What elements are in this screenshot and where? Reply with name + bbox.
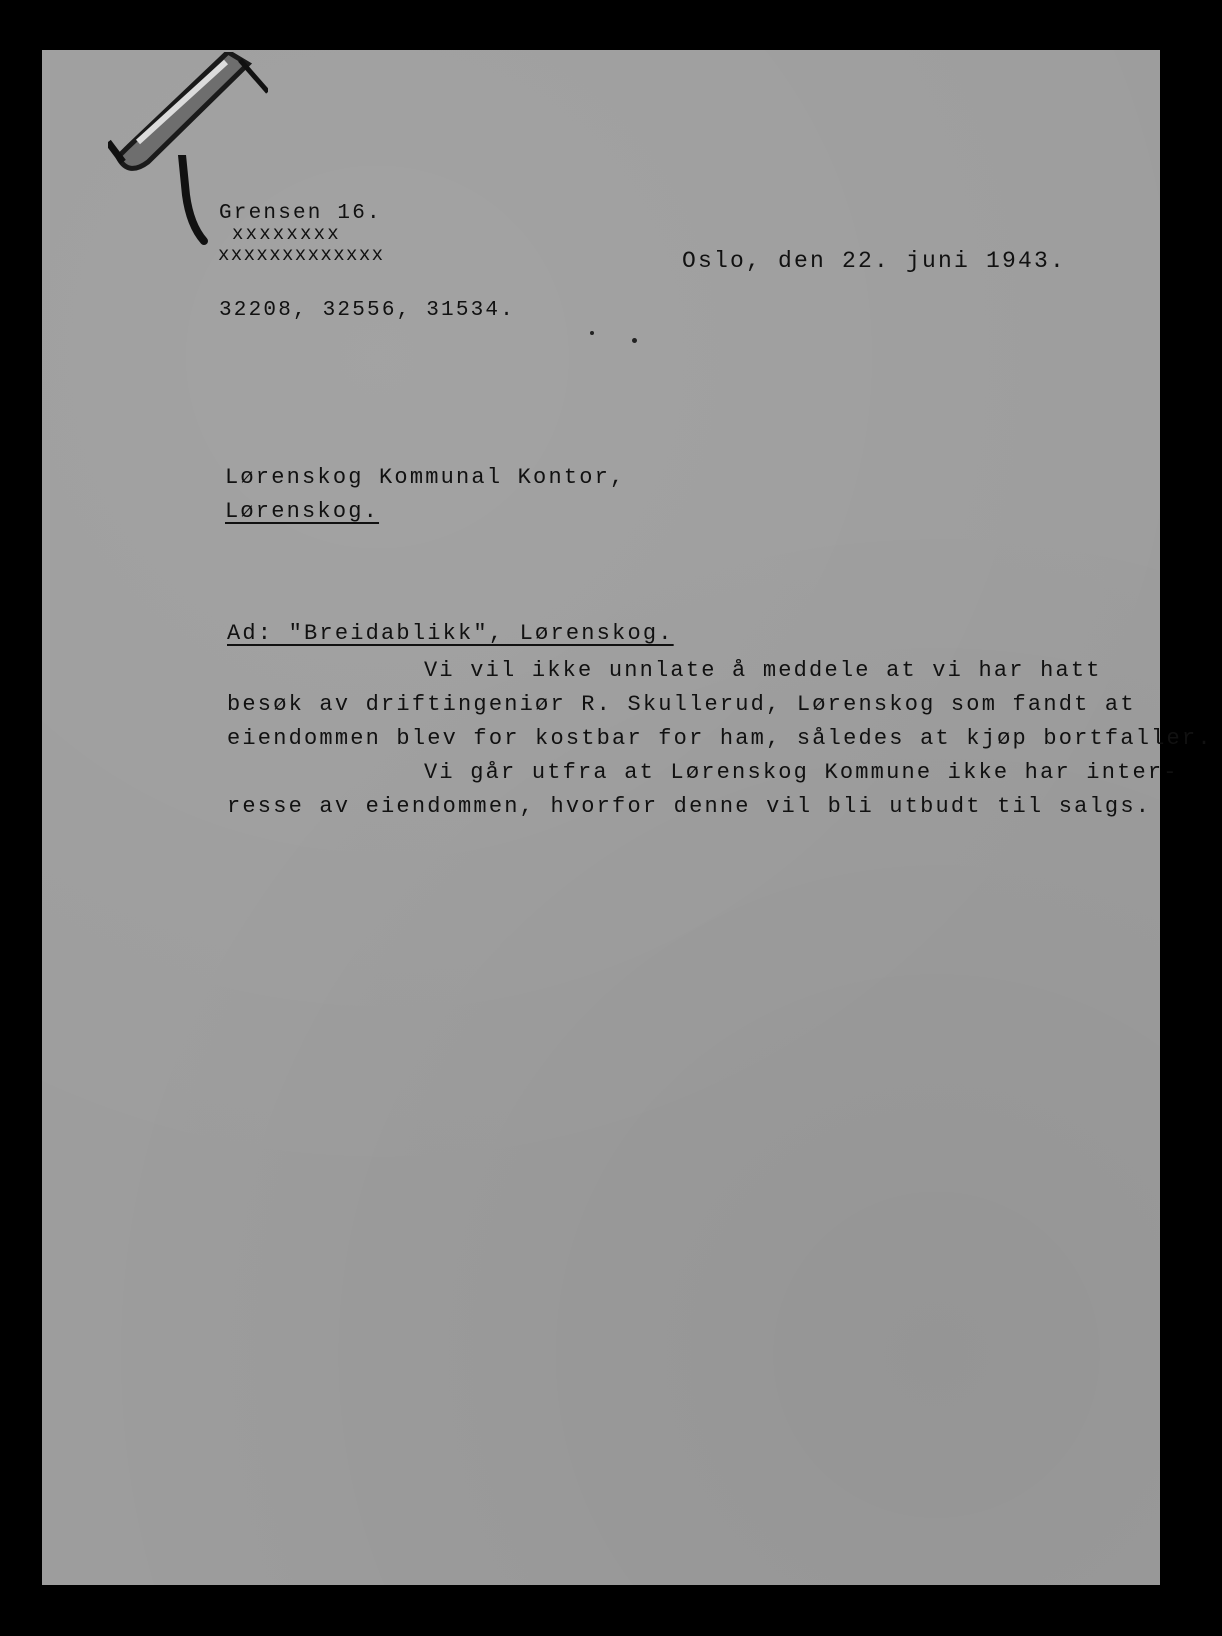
sender-struck-line-2: xxxxxxxxxxxxx <box>218 244 385 266</box>
sender-address: Grensen 16. <box>219 202 382 225</box>
letter-page <box>42 50 1213 1585</box>
recipient-name: Lørenskog Kommunal Kontor, <box>225 465 626 490</box>
speck <box>632 338 637 343</box>
body-line: Vi vil ikke unnlate å meddele at vi har hatt <box>424 658 1102 683</box>
body-line: resse av eiendommen, hvorfor denne vil bli utbudt til salgs. <box>227 794 1152 819</box>
subject-line: Ad: "Breidablikk", Lørenskog. <box>227 621 674 646</box>
ink-mark-icon <box>170 155 210 245</box>
recipient-place: Lørenskog. <box>225 499 380 524</box>
sender-phone-numbers: 32208, 32556, 31534. <box>219 299 516 322</box>
body-line: eiendommen blev for kostbar for ham, således at kjøp bortfaller. <box>227 726 1213 751</box>
sender-struck-line-1: xxxxxxxx <box>232 223 341 245</box>
body-line: besøk av driftingeniør R. Skullerud, Lørenskog som fandt at <box>227 692 1136 717</box>
date-line: Oslo, den 22. juni 1943. <box>682 248 1067 274</box>
speck <box>590 331 594 335</box>
body-line: Vi går utfra at Lørenskog Kommune ikke har inter- <box>424 760 1179 785</box>
